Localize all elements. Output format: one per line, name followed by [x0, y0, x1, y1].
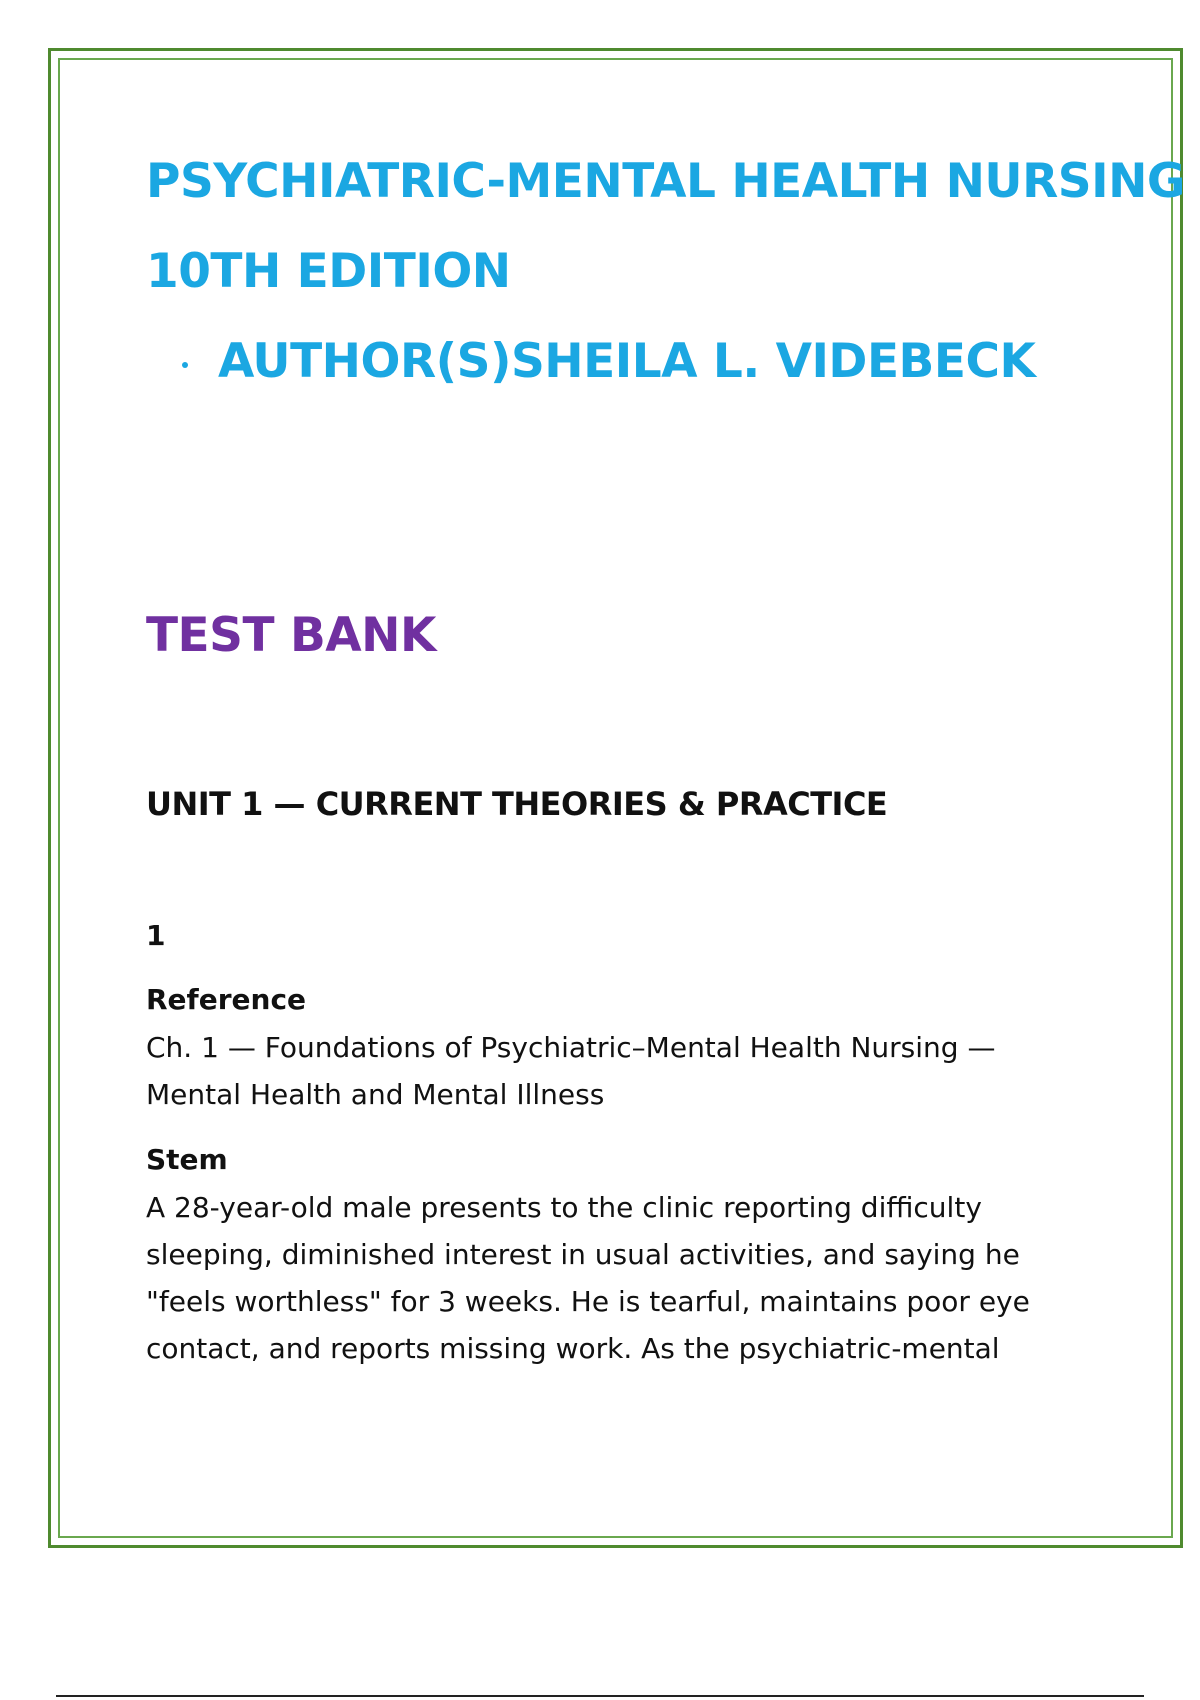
stem-text: [146, 1184, 1086, 1372]
reference-line: Mental Health and Mental Illness: [146, 1078, 605, 1111]
stem-line: A 28-year-old male presents to the clinic reporting difficulty: [146, 1191, 982, 1224]
book-author: AUTHOR(S)SHEILA L. VIDEBECK: [218, 334, 1036, 389]
unit-heading: UNIT 1 — CURRENT THEORIES & PRACTICE: [146, 785, 888, 823]
book-title-line-1: PSYCHIATRIC-MENTAL HEALTH NURSING: [146, 154, 1186, 209]
test-bank-heading: TEST BANK: [146, 608, 436, 663]
page-footer-rule: [56, 1695, 1144, 1697]
question-number: 1: [146, 919, 166, 952]
stem-line: sleeping, diminished interest in usual activities, and saying he: [146, 1238, 1020, 1271]
reference-text: [146, 1024, 1086, 1118]
stem-line: contact, and reports missing work. As the psychiatric-mental: [146, 1332, 1000, 1365]
book-edition: 10TH EDITION: [146, 244, 511, 299]
reference-line: Ch. 1 — Foundations of Psychiatric–Mental Health Nursing —: [146, 1031, 996, 1064]
reference-label: Reference: [146, 983, 307, 1016]
stem-line: "feels worthless" for 3 weeks. He is tearful, maintains poor eye: [146, 1285, 1030, 1318]
bullet-icon: [182, 362, 188, 368]
stem-label: Stem: [146, 1143, 228, 1176]
